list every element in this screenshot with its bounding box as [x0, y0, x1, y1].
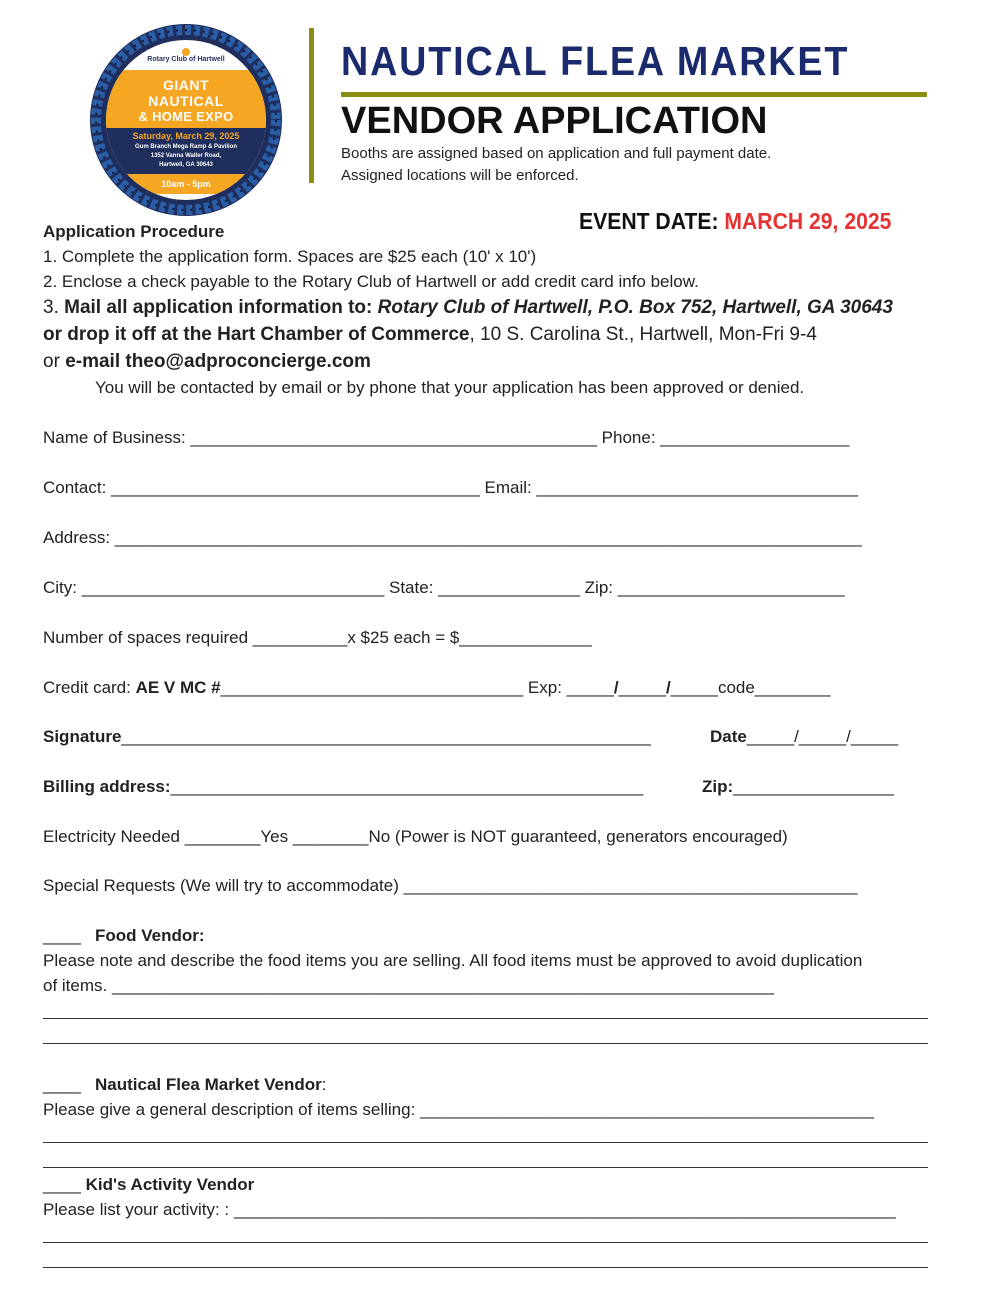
procedure-step-1: 1. Complete the application form. Spaces are $25 each (10' x 10') [43, 247, 537, 266]
step-3-mail-address: Rotary Club of Hartwell, P.O. Box 752, Hartwell, GA 30643 [377, 297, 893, 318]
procedure-email [43, 351, 371, 373]
food-vendor-checkline[interactable]: ____ [43, 926, 81, 945]
contact-email-field[interactable]: Contact: _______________________________________ Email: __________________________________ [43, 478, 858, 497]
signature-label: Signature [43, 727, 122, 746]
credit-card-label: Credit card: [43, 678, 136, 697]
flea-vendor-label: Nautical Flea Market Vendor [95, 1075, 322, 1094]
exp-slash-2: / [665, 678, 671, 697]
kids-vendor-activity-line[interactable]: Please list your activity: : ______________________________________________________________________ [43, 1200, 896, 1219]
exp-code-line[interactable]: _____code________ [670, 678, 831, 697]
logo-venue: Gum Branch Mega Ramp & Pavilion [134, 144, 238, 150]
food-vendor-extra-line-2[interactable] [43, 1043, 928, 1044]
step-3-mail-label: Mail all application information to: [64, 297, 378, 318]
email-or: or [43, 351, 66, 372]
procedure-heading: Application Procedure [43, 222, 225, 241]
date-field[interactable] [710, 727, 898, 747]
food-vendor-option[interactable] [43, 926, 205, 946]
date-label: Date [710, 727, 747, 746]
expo-logo [88, 22, 284, 218]
food-vendor-extra-line-1[interactable] [43, 1018, 928, 1019]
credit-card-types: AE V MC # [135, 678, 221, 697]
flea-vendor-extra-line-1[interactable] [43, 1142, 928, 1143]
electricity-field[interactable]: Electricity Needed ________Yes ________No (Power is NOT guaranteed, generators encouraged) [43, 827, 788, 846]
booth-note-2: Assigned locations will be enforced. [341, 167, 579, 184]
billing-line[interactable]: __________________________________________________ [170, 777, 644, 796]
food-vendor-description: Please note and describe the food items you are selling. All food items must be approved to avoid duplication [43, 951, 863, 970]
step-3-number: 3. [43, 297, 65, 318]
kids-vendor-option[interactable] [43, 1175, 254, 1195]
logo-giant: GIANT [162, 77, 210, 93]
date-line[interactable]: _____/_____/_____ [746, 727, 899, 746]
dropoff-address: , 10 S. Carolina St., Hartwell, Mon-Fri 9-4 [469, 324, 817, 345]
billing-label: Billing address: [43, 777, 171, 796]
logo-home-expo: & HOME EXPO [138, 109, 234, 124]
contact-note: You will be contacted by email or by phone that your application has been approved or denied. [95, 378, 805, 397]
exp-slash-1: / [613, 678, 619, 697]
page-title: NAUTICAL FLEA MARKET [341, 38, 850, 84]
rotary-wheel-icon [182, 48, 190, 56]
kids-vendor-extra-line-2[interactable] [43, 1267, 928, 1268]
logo-street: 1352 Vanna Waller Road, [150, 153, 222, 159]
food-vendor-items-line[interactable]: of items. ______________________________________________________________________ [43, 976, 774, 995]
procedure-step-2: 2. Enclose a check payable to the Rotary Club of Hartwell or add credit card info below. [43, 272, 699, 291]
logo-club-name: Rotary Club of Hartwell [147, 56, 225, 63]
dropoff-label: or drop it off at the Hart Chamber of Commerce [43, 324, 470, 345]
flea-vendor-option[interactable] [43, 1075, 326, 1095]
kids-vendor-checkline[interactable]: ____ [43, 1175, 81, 1194]
logo-city: Hartwell, GA 30643 [159, 162, 213, 168]
event-date-label: EVENT DATE: [579, 208, 725, 234]
booth-note-1: Booths are assigned based on application and full payment date. [341, 145, 772, 162]
signature-line[interactable]: ________________________________________________________ [121, 727, 651, 746]
title-underline [341, 92, 927, 97]
kids-vendor-extra-line-1[interactable] [43, 1242, 928, 1243]
flea-vendor-extra-line-2[interactable] [43, 1167, 928, 1168]
signature-field[interactable] [43, 727, 651, 747]
special-requests-field[interactable]: Special Requests (We will try to accommodate) ________________________________________________ [43, 876, 858, 895]
exp-mid-line[interactable]: _____ [618, 678, 666, 697]
address-field[interactable]: Address: _______________________________________________________________________________ [43, 528, 862, 547]
kids-vendor-label: Kid's Activity Vendor [85, 1175, 255, 1194]
credit-card-number-line[interactable]: ________________________________ Exp: _____ [220, 678, 614, 697]
procedure-step-3 [43, 297, 893, 319]
logo-nautical: NAUTICAL [148, 93, 224, 109]
billing-zip-field[interactable] [702, 777, 894, 797]
business-phone-field[interactable]: Name of Business: ___________________________________________ Phone: ____________________ [43, 428, 850, 447]
flea-vendor-colon: : [321, 1075, 327, 1094]
billing-zip-line[interactable]: _________________ [733, 777, 894, 796]
vertical-divider [309, 28, 314, 183]
logo-time: 10am - 5pm [161, 179, 211, 189]
food-vendor-label: Food Vendor: [95, 926, 205, 945]
procedure-dropoff [43, 324, 817, 346]
email-address: e-mail theo@adproconcierge.com [65, 351, 371, 372]
flea-vendor-description-line[interactable]: Please give a general description of items selling: ________________________________________________ [43, 1100, 874, 1119]
event-date-value: MARCH 29, 2025 [724, 208, 892, 234]
logo-date: Saturday, March 29, 2025 [132, 131, 240, 141]
flea-vendor-checkline[interactable]: ____ [43, 1075, 81, 1094]
event-date [579, 208, 891, 235]
page-subtitle: VENDOR APPLICATION [341, 100, 768, 142]
credit-card-field[interactable] [43, 678, 830, 698]
billing-zip-label: Zip: [702, 777, 734, 796]
city-state-zip-field[interactable]: City: ________________________________ State: _______________ Zip: ________________________ [43, 578, 845, 597]
billing-address-field[interactable] [43, 777, 643, 797]
spaces-field[interactable]: Number of spaces required __________x $25 each = $______________ [43, 628, 592, 647]
